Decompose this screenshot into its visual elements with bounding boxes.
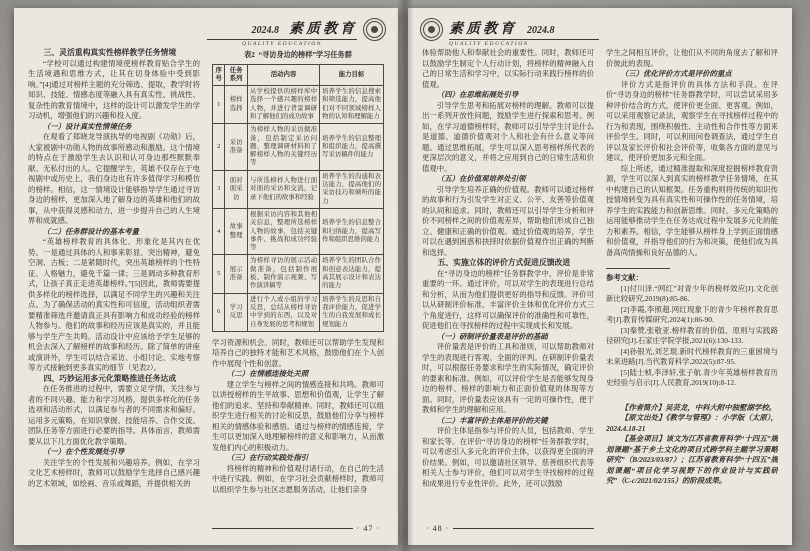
issue-label: 2024.8 (251, 25, 279, 36)
section-heading: 三、灵活重构真实性榜样教学任务情境 (43, 48, 177, 57)
table-body (213, 86, 384, 332)
table-header-cell: 活动内容 (248, 64, 320, 86)
right-page-number (422, 524, 594, 533)
table-cell: 3 (213, 170, 225, 208)
reference-item: [5]陆士桢,李泽轩,张子航.青少年英雄榜样教育历史经验与启示[J].人民教育,2019(10):8-12. (606, 367, 778, 387)
left-page-masthead (196, 18, 386, 47)
table-cell: 培养学生的信息整理和组织能力，提高撰写采访稿件的能力 (320, 124, 384, 170)
reference-item: [1]付川泽.“网红”对青少年的榜样效应[J].文化创新比较研究,2019(8):85-86. (606, 283, 778, 303)
page-number-rule (453, 528, 594, 529)
sub-heading: （三）优化评价方式是评价的重点 (620, 69, 732, 78)
page-number-value: · 47 · (356, 524, 380, 533)
sub-heading: （一）在个性发展处引导 (42, 447, 125, 456)
column-4 (606, 48, 778, 521)
table-header-row (213, 64, 384, 86)
paragraph-continuation: 学生之间相互评价，让他们从不同的角度去了解和评价彼此的表现。 (606, 48, 778, 68)
table-cell: 榜样选择 (225, 86, 248, 124)
meta-item: 【基金项目】该文为江苏省教育科学“十四五”规划课题“基于乡土文化的项目式跨学科主题学习策略研究”（B/2023/03/87）；江苏省教育科学“十四五”规划课题“项目化学习视野下的作业设计与实践研究”（C-c/2021/02/155）的阶段成果。 (606, 434, 778, 485)
table-cell: 采访准备 (225, 124, 248, 170)
journal-title: 素质教育 (449, 22, 517, 37)
page-gutter-shadow (396, 0, 414, 551)
table-cell: 培养学生的信息整合和归纳能力，提高写作和组织思维的能力 (320, 208, 384, 254)
table-row (213, 86, 384, 124)
table-row (213, 208, 384, 254)
right-page-body (422, 48, 778, 527)
masthead-text (207, 18, 357, 47)
column-1 (28, 48, 200, 521)
paragraph: “英雄榜样教育的具体化、形象化是其内在优势。一是通过具体的人和事来彰显、突出精神，避免空洞、古板；二是紧随时代，突出英雄榜样的个性特征、人格魅力，避免千篇一律；三是调动多种教育形式，让孩子真正走进英雄榜样。”[5]因此，教师需要提供多样化的榜样选择，以满足不同学生的兴趣和关注点。为了确保活动的真实性和可信度，活动组织者需要精准筛选并邀请真正具有影响力和成功经验的榜样人物参与。他们的故事和经历应该是真实的，并且能够与学生产生共鸣。活动设计中应该给予学生足够的机会去深入了解榜样的故事和经历。除了简单的讲座或演讲外，学生可以结合采访、小组讨论、实地考察等方式接触到更多真实的细节（见表2）。 (28, 237, 200, 372)
column-2-text (212, 338, 384, 496)
table-cell: 培养学生的沟通和表达能力，提高他们的采访技巧和倾听的能力 (320, 170, 384, 208)
table-cell: 故事整理 (225, 208, 248, 254)
references-heading: 参考文献： (606, 273, 643, 282)
table-cell: 培养学生的反思和自我评价能力，促进学生的自我发展和成长规划能力 (320, 293, 384, 331)
section-heading: 五、实施立体的评价方式促进反馈改进 (437, 258, 571, 267)
section-heading: 四、巧妙运用多元化策略推进任务达成 (43, 373, 177, 383)
table-cell: 进行个人或小组的学习反思，总结从榜样寻访中学到的东西，以及对自身发展的思考和规划 (248, 293, 320, 331)
meta-item: 【原文出处】《教学与管理》：小学版（太原），2024.4.18-21 (606, 413, 778, 433)
table-head (213, 64, 384, 86)
journal-seal-icon (363, 18, 386, 41)
table-cell: 4 (213, 208, 225, 254)
sub-heading: （三）在行动实践处指引 (226, 453, 309, 463)
table-row (213, 293, 384, 331)
sub-heading: （二）任务群设计的基本考量 (42, 226, 139, 236)
table-cell: 从学校提供的榜样库中选择一个感兴趣的榜样人物，并进行背景调研和了解他们的成功故事 (248, 86, 320, 124)
table-caption-title: “寻访身边的榜样”学习任务群 (258, 51, 352, 59)
table-header-cell: 序号 (213, 64, 225, 86)
paragraph: 在观看了郑晓龙导演执导的电视剧《功勋》后，大家被剧中功勋人物的故事所感动和激励。这个情境的特点在于激励学生去认识和认可身边那些默默奉献、无私付出的人。它提醒学生，英雄不仅存在于电视剧中或历史上，我们身边也有许多值得学习和模仿的榜样。相信，这一情境设计能够指导学生通过寻访身边的榜样，更加深入地了解身边的英雄和他们的故事，从中获得灵感和动力，进一步提升自己的人生境界和成就感。 (28, 132, 200, 225)
journal-seal-icon (420, 18, 443, 41)
left-page-body (28, 48, 384, 527)
paragraph: 评价主体是指参与评价的人员，包括教师、学生和家长等。在评价“寻访身边的榜样”任务群教学时，可以考虑引入多元化的评价主体，以获得更全面的评价结果。例如，可以邀请社区领导、慈善组织代表等相关人士参与评价，他们可以对学生寻找榜样的过程和成果进行专业性评价。此外，还可以鼓励 (422, 426, 594, 488)
paragraph: 建立学生与榜样之间的情感连接和共鸣。教师可以讲授榜样的生平故事、思想和价值观，让学生了解他们的追求、坚持和奉献精神。同时，教师还可以组织学生进行相关的讨论和反思，鼓励他们分享与榜样相关的情感体验和感悟。通过与榜样的情感连接，学生可以更加深入地理解榜样的意义和影响力，从而激发他们内心的积极动力。 (212, 379, 384, 452)
sub-heading: （五）在价值观培养处引领 (436, 174, 526, 183)
paragraph: “学校可以通过构建情境使榜样教育贴合学生的生活境遇和思维方式，让其在切身体验中受到影响。”[4]通过对榜样主题的充分筛选、提取，教学时将知识、技能、情感态度等融入具有真实性、挑战性、复杂性的教育情境中，这样的设计可以激发学生的学习动机，增强他们的兴趣和投入度。 (28, 58, 200, 120)
sub-heading: （四）在思维拓展处引导 (436, 90, 519, 99)
reference-item: [3]秦赞,张敬亚.榜样教育的价值、原则与实践路径研究[J].石家庄学院学报,2021(6):130-133. (606, 325, 778, 345)
left-page-number (212, 524, 384, 533)
table-cell: 为榜样人物的采访做准备，包括制定采访问题、整理调研材料和了解榜样人物的关键经历等 (248, 124, 320, 170)
reference-item: [2]李霞,李照超.网红现象下的青少年榜样教育思考[J].教育传媒研究,2024(1):86-90. (606, 304, 778, 324)
paragraph: 引导学生思考和拓展对榜样的理解。教师可以提出一系列开放性问题，鼓励学生进行探索和思考。例如，在学习道德榜样时，教师可以引导学生讨论什么是道德、道德价值观对个人和社会有什么意义等问题。通过思维拓展，学生可以深入思考榜样所代表的更深层次的意义，并将之应用到自己的日常生活和价值观中。 (422, 100, 594, 173)
masthead-text (449, 18, 599, 47)
paragraph: 评价方式是指评价的具体方法和手段。在评价“寻访身边的榜样”任务群教学时，可以尝试采用多种评价结合的方式，使评价更全面、更客观。例如，可以采用观察记录法，观察学生在寻找榜样过程中的行为和表现，围绕积极性、主动性和合作性等方面来评价学生。同时，可以利用问卷调查法，通过学生自评以及家长评价和社会评价等，收集各方面的意见与建议，使评价更加多元和全面。 (606, 79, 778, 162)
column-3 (422, 48, 594, 521)
meta-item: 【作者简介】吴芸龙，中科大附中独墅湖学校。 (620, 402, 777, 412)
table-caption-label: 表2 (244, 51, 255, 59)
paragraph: 在任务推进的过程中，需要立足学情，关注参与者的不同兴趣、能力和学习风格，提供多样化的任务选项和活动形式，以满足参与者的不同需求和偏好。运用多元策略，在知识掌握、技能培养、合作交流、团队任务等方面进行必要的指导。具体而言，教师需要从以下几方面优化教学策略。 (28, 384, 200, 446)
paragraph: 在“寻访身边的榜样”任务群教学中，评价是非常重要的一环。通过评价，可以对学生的表现进行总结和分析，从而为他们提供更好的指导和反馈。评价可以从研制评价标准、丰富评价主体和优化评价方式三个角度进行，这样可以确保评价的准确性和可靠性，促进他们在寻找榜样的过程中实现成长和发展。 (422, 268, 594, 330)
paragraph: 评价量表是评价的工具和准则，可以帮助教师对学生的表现进行客观、全面的评判。在研制评价量表时，可以根据任务要求和学生的实际情况，确定评价的要素和标准。例如，可以评价学生是否能够发现身边的榜样、榜样的影响力和正面价值观的体现等方面。同时，评价量表应该具有一定的可操作性，便于教师和学生的理解和应用。 (422, 342, 594, 414)
left-page (14, 8, 398, 545)
sub-heading: （二）丰富评价主体是评价的关键 (436, 415, 548, 425)
reference-item: [4]孙银光,刘艺琨.新时代榜样教育的三重困境与未来进路[J].当代教育科学,2022(5):87-95. (606, 346, 778, 366)
table-row (213, 124, 384, 170)
table-caption (212, 50, 384, 61)
paragraph-continuation: 体验帮助他人和奉献社会的重要性。同时，教师还可以鼓励学生制定个人行动计划，将榜样的精神融入自己的日常生活和学习中，以实际行动来践行榜样的价值观。 (422, 48, 594, 89)
table-header-cell: 任务系列 (225, 64, 248, 86)
table-row (213, 170, 384, 208)
paragraph: 引导学生培养正确的价值观。教师可以通过榜样的故事和行为引发学生对正义、公平、友善等价值观的认同和追求。同时，教师还可以引导学生分析和评价不同榜样之间的价值观差异，帮助他们形成自己独立、健康和正确的价值观。通过价值观的培养，学生可以在遇到困惑和抉择时依据价值观作出正确的判断和选择。 (422, 184, 594, 257)
page-number-rule (212, 528, 353, 529)
learning-task-table (212, 64, 384, 332)
table-cell: 展示准备 (225, 255, 248, 293)
table-cell: 5 (213, 255, 225, 293)
table-cell: 根据采访内容和其他相关信息，整理所选榜样人物的故事，包括关键事件、挑战和成功经验等 (248, 208, 320, 254)
table-cell: 2 (213, 124, 225, 170)
column-2 (212, 48, 384, 521)
table-row (213, 255, 384, 293)
footnote-divider (606, 268, 670, 269)
journal-title-en: QUALITY EDUCATION (449, 41, 529, 47)
issue-label: 2024.8 (527, 25, 555, 36)
table-cell: 与所选榜样人物进行面对面的采访和交流，记录下他们的故事和经验 (248, 170, 320, 208)
paragraph: 关注学生的个性发展和兴趣培养。例如，在学习文化艺术榜样时，教师可以鼓励学生选择自己感兴趣的艺术领域，如绘画、音乐或舞蹈，并提供相关的 (28, 457, 200, 488)
table-cell: 6 (213, 293, 225, 331)
right-page (408, 8, 792, 545)
table-cell: 面对面采访 (225, 170, 248, 208)
table-cell: 培养学生的信息搜索和筛选能力，提高他们对不同领域榜样人物的认知和理解能力 (320, 86, 384, 124)
table-cell: 学习反思 (225, 293, 248, 331)
table-cell: 为榜样寻访的展示活动做准备，包括制作展板、制作演示视频、写作演讲稿等 (248, 255, 320, 293)
journal-title: 素质教育 (289, 22, 357, 37)
paragraph-continuation: 学习资源和机会。同时，教师还可以帮助学生发现和培养自己的独特才能和艺术风格，鼓励他们在个人创作中展现个性和创意。 (212, 337, 384, 368)
table-cell: 1 (213, 86, 225, 124)
sub-heading: （二）在情感连接处关照 (226, 369, 309, 379)
paragraph: 综上所述，通过精准提取和深度挖掘榜样教育资源，学生可以深入到真实的榜样教学任务情境，在其中构建自己的认知框架。任务重构则将传统的知识传授情境转变为具有真实性和可操作性的任务情境，培养学生的实践能力和创新思维。同时，多元化策略的运用能够推动学生在任务达成过程中发展多元化的能力和素养。相信，学生能够从榜样身上学到正面情感和价值观，并指导他们的行为和决策，使他们成为具备高尚情操和良好品德的人。 (606, 163, 778, 257)
sub-heading: （一）研制评价量表是评价的基础 (436, 331, 548, 341)
sub-heading: （一）设计真实性情境任务 (42, 121, 132, 131)
page-number-value: · 48 · (426, 524, 450, 533)
right-page-masthead (420, 18, 610, 47)
journal-title-en: QUALITY EDUCATION (242, 41, 322, 47)
table-cell: 培养学生的团队合作和创意表达能力，提高其展示设计和表达的能力 (320, 255, 384, 293)
table-header-cell: 能力目标 (320, 64, 384, 86)
paragraph: 将榜样的精神和价值观付诸行动，在自己的生活中进行实践。例如，在学习社会贡献榜样时，教师可以组织学生参与社区志愿服务活动，让他们亲身 (212, 463, 384, 494)
spacer (606, 389, 778, 403)
